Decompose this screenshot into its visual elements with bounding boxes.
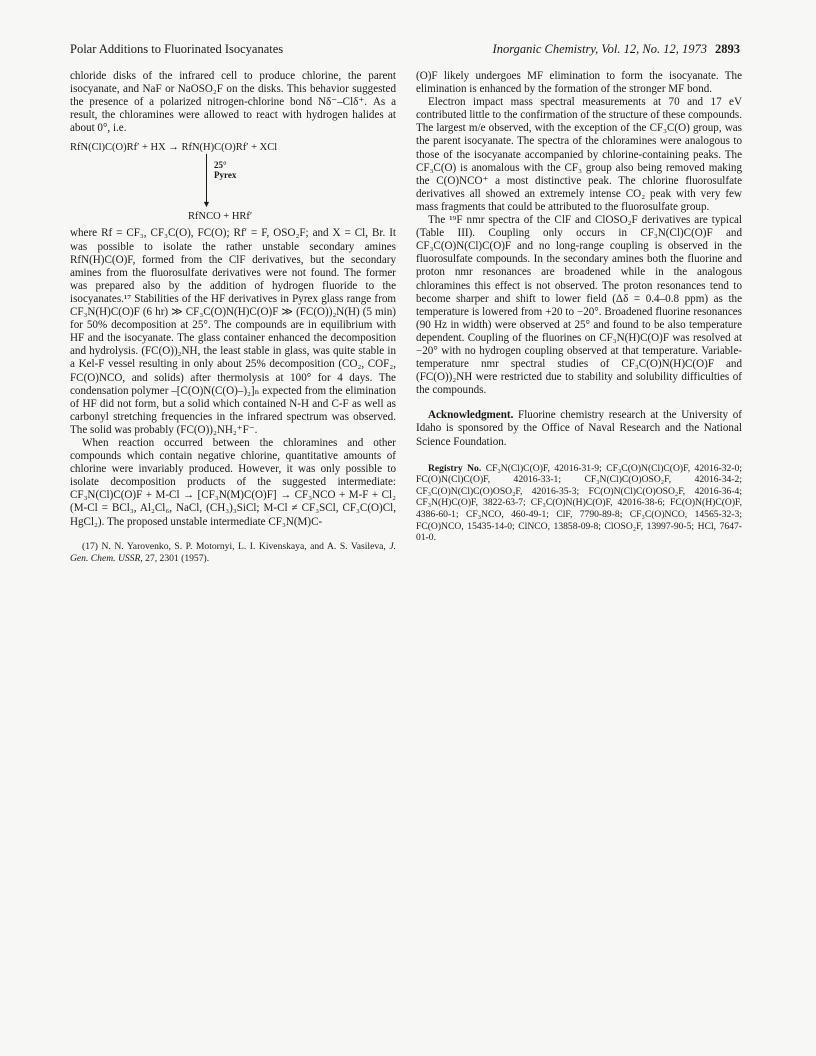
acknowledgment xyxy=(416,409,742,448)
acknowledgment-text: Fluorine chemistry research at the University of Idaho is sponsored by the Office of Naval Research and the National Science Foundation. xyxy=(416,409,742,448)
footnote-authors: (17) N. N. Yarovenko, S. P. Motornyi, L. I. Kivenskaya, and A. S. Vasileva, xyxy=(82,540,390,552)
page-number: 2893 xyxy=(715,42,740,56)
arrow-down-icon: ▼ xyxy=(202,199,211,210)
registry-text: CF₃N(Cl)C(O)F, 42016-31-9; CF₃C(O)N(Cl)C(O)F, 42016-32-0; FC(O)N(Cl)C(O)F, 42016-33-1; CF₃N(Cl)C(O)OSO₂F, 42016-34-2; CF₃C(O)N(Cl)C(O)OSO₂F, 42016-35-3; FC(O)N(Cl)C(O)OSO₂F, 42016-36-4; CF₃N(H)C(O)F, 3822-63-7; CF₃C(O)N(H)C(O)F, 42016-38-6; FC(O)N(H)C(O)F, 4386-60-1; CF₃NCO, 460-49-1; ClF, 7790-89-8; CF₃C(O)NCO, 14565-32-3; FC(O)NCO, 15435-14-0; ClNCO, 13858-09-8; ClOSO₂F, 13997-90-5; HCl, 7647-01-0. xyxy=(416,462,742,544)
right-column xyxy=(416,70,742,553)
condition-temperature: 25° xyxy=(214,160,227,171)
left-column xyxy=(70,70,396,574)
reaction-arrow xyxy=(202,154,396,210)
condition-vessel: Pyrex xyxy=(214,170,237,181)
reaction-equation: RfN(Cl)C(O)Rf′ + HX → RfN(H)C(O)Rf′ + XCl xyxy=(70,142,278,154)
reaction-scheme xyxy=(70,141,396,223)
right-paragraph-2: Electron impact mass spectral measurements at 70 and 17 eV contributed little to the confirmation of the structure of these compounds. The largest m/e observed, with the exception of the CF₃C(O) group, was the parent isocyanate. The spectra of the chloramines were analogous to those of the isocyanate accompanied by chlorine-containing peaks. The CF₃C(O) is anomalous with the CF₃ group also being removed making the C(O)NCO⁺ a most distinctive peak. The chlorine fluorosulfate derivatives all showed an extremely intense CO₂ peak with very few mass fragments that could be attributed to the fluorosulfate group. xyxy=(416,96,742,213)
journal-citation-header xyxy=(493,42,740,57)
left-paragraph-2: where Rf = CF₃, CF₃C(O), FC(O); Rf′ = F, OSO₂F; and X = Cl, Br. It was possible to isolate the rather unstable secondary amines RfN(H)C(O)F, formed from the ClF derivatives, but the secondary amines from the fluorosulfate derivatives were not found. The former was prepared also by the addition of hydrogen fluoride to the isocyanates.¹⁷ Stabilities of the HF derivatives in Pyrex glass range from CF₃N(H)C(O)F (6 hr) ≫ CF₃C(O)N(H)C(O)F ≫ (FC(O))₂N(H) (5 min) for 50% decomposition at 25°. The compounds are in equilibrium with HF and the isocyanate. The glass container enhanced the decomposition and hydrolysis. (FC(O))₂NH, the least stable in glass, was quite stable in a Kel-F vessel resulting in only about 25% decomposition (CO₂, COF₂, FC(O)NCO, and solids) after thermolysis at 100° for 4 days. The condensation polymer –[C(O)N(C(O)–)₂]ₙ expected from the elimination of HF did not form, but a solid which contained N-H and C-F as well as carbonyl stretching frequencies in the infrared spectrum was observed. The solid was probably (FC(O))₂NH₂⁺F⁻. xyxy=(70,227,396,436)
registry-heading: Registry No. xyxy=(428,462,482,474)
right-paragraph-1: (O)F likely undergoes MF elimination to form the isocyanate. The elimination is enhanced by the formation of the stronger MF bond. xyxy=(416,70,742,96)
running-title: Polar Additions to Fluorinated Isocyanates xyxy=(70,42,284,56)
left-paragraph-1: chloride disks of the infrared cell to produce chlorine, the parent isocyanate, and NaF or NaOSO₂F on the disks. This behavior suggested the presence of a polarized nitrogen-chlorine bond Nδ⁻–Clδ⁺. As a result, the chloramines were allowed to react with hydrogen halides at about 0°, i.e. xyxy=(70,70,396,135)
left-paragraph-3: When reaction occurred between the chloramines and other compounds which contain negative chlorine, quantitative amounts of chlorine were invariably produced. However, it was only possible to isolate decomposition products of the suggested intermediate: CF₃N(Cl)C(O)F + M-Cl → [CF₃N(M)C(O)F] → CF₃NCO + M-F + Cl₂ (M-Cl = BCl₃, Al₂Cl₆, NaCl, (CH₃)₃SiCl; M-Cl ≠ CF₃SCl, CF₃C(O)Cl, HgCl₂). The proposed unstable intermediate CF₃N(M)C- xyxy=(70,436,396,528)
reaction-products: RfNCO + HRf′ xyxy=(188,211,253,223)
journal-name: Inorganic Chemistry, Vol. 12, No. 12, 1973 xyxy=(492,42,707,56)
arrow-line xyxy=(206,154,207,202)
footnote-17 xyxy=(70,541,396,565)
footnote-journal: J. Gen. Chem. USSR, xyxy=(70,540,396,564)
registry-numbers xyxy=(416,463,742,544)
acknowledgment-heading: Acknowledgment. xyxy=(428,409,514,422)
right-paragraph-3: The ¹⁹F nmr spectra of the ClF and ClOSO₂F derivatives are typical (Table III). Coupling only occurs in CF₃N(Cl)C(O)F and CF₃C(O)N(Cl)C(O)F and no long-range coupling is observed in the fluorosulfate compounds. In the secondary amines both the fluorine and proton nmr resonances are broadened while in the analogous chloramines this effect is not observed. The proton resonances tend to become sharper and shift to lower field (Δδ = 0.4–0.8 ppm) as the temperature is lowered from +20 to −20°. Broadened fluorine resonances (90 Hz in width) were observed at 25° and found to be also temperature dependent. Coupling of the fluorines on CF₃N(H)C(O)F was resolved at −20° with no hydrogen coupling observed at that temperature. Variable-temperature nmr spectral studies of CF₃C(O)N(H)C(O)F and (FC(O))₂NH were restricted due to stability and solubility difficulties of the compounds. xyxy=(416,214,742,397)
reaction-conditions xyxy=(214,160,236,180)
footnote-volume: 27, 2301 (1957). xyxy=(142,552,210,564)
